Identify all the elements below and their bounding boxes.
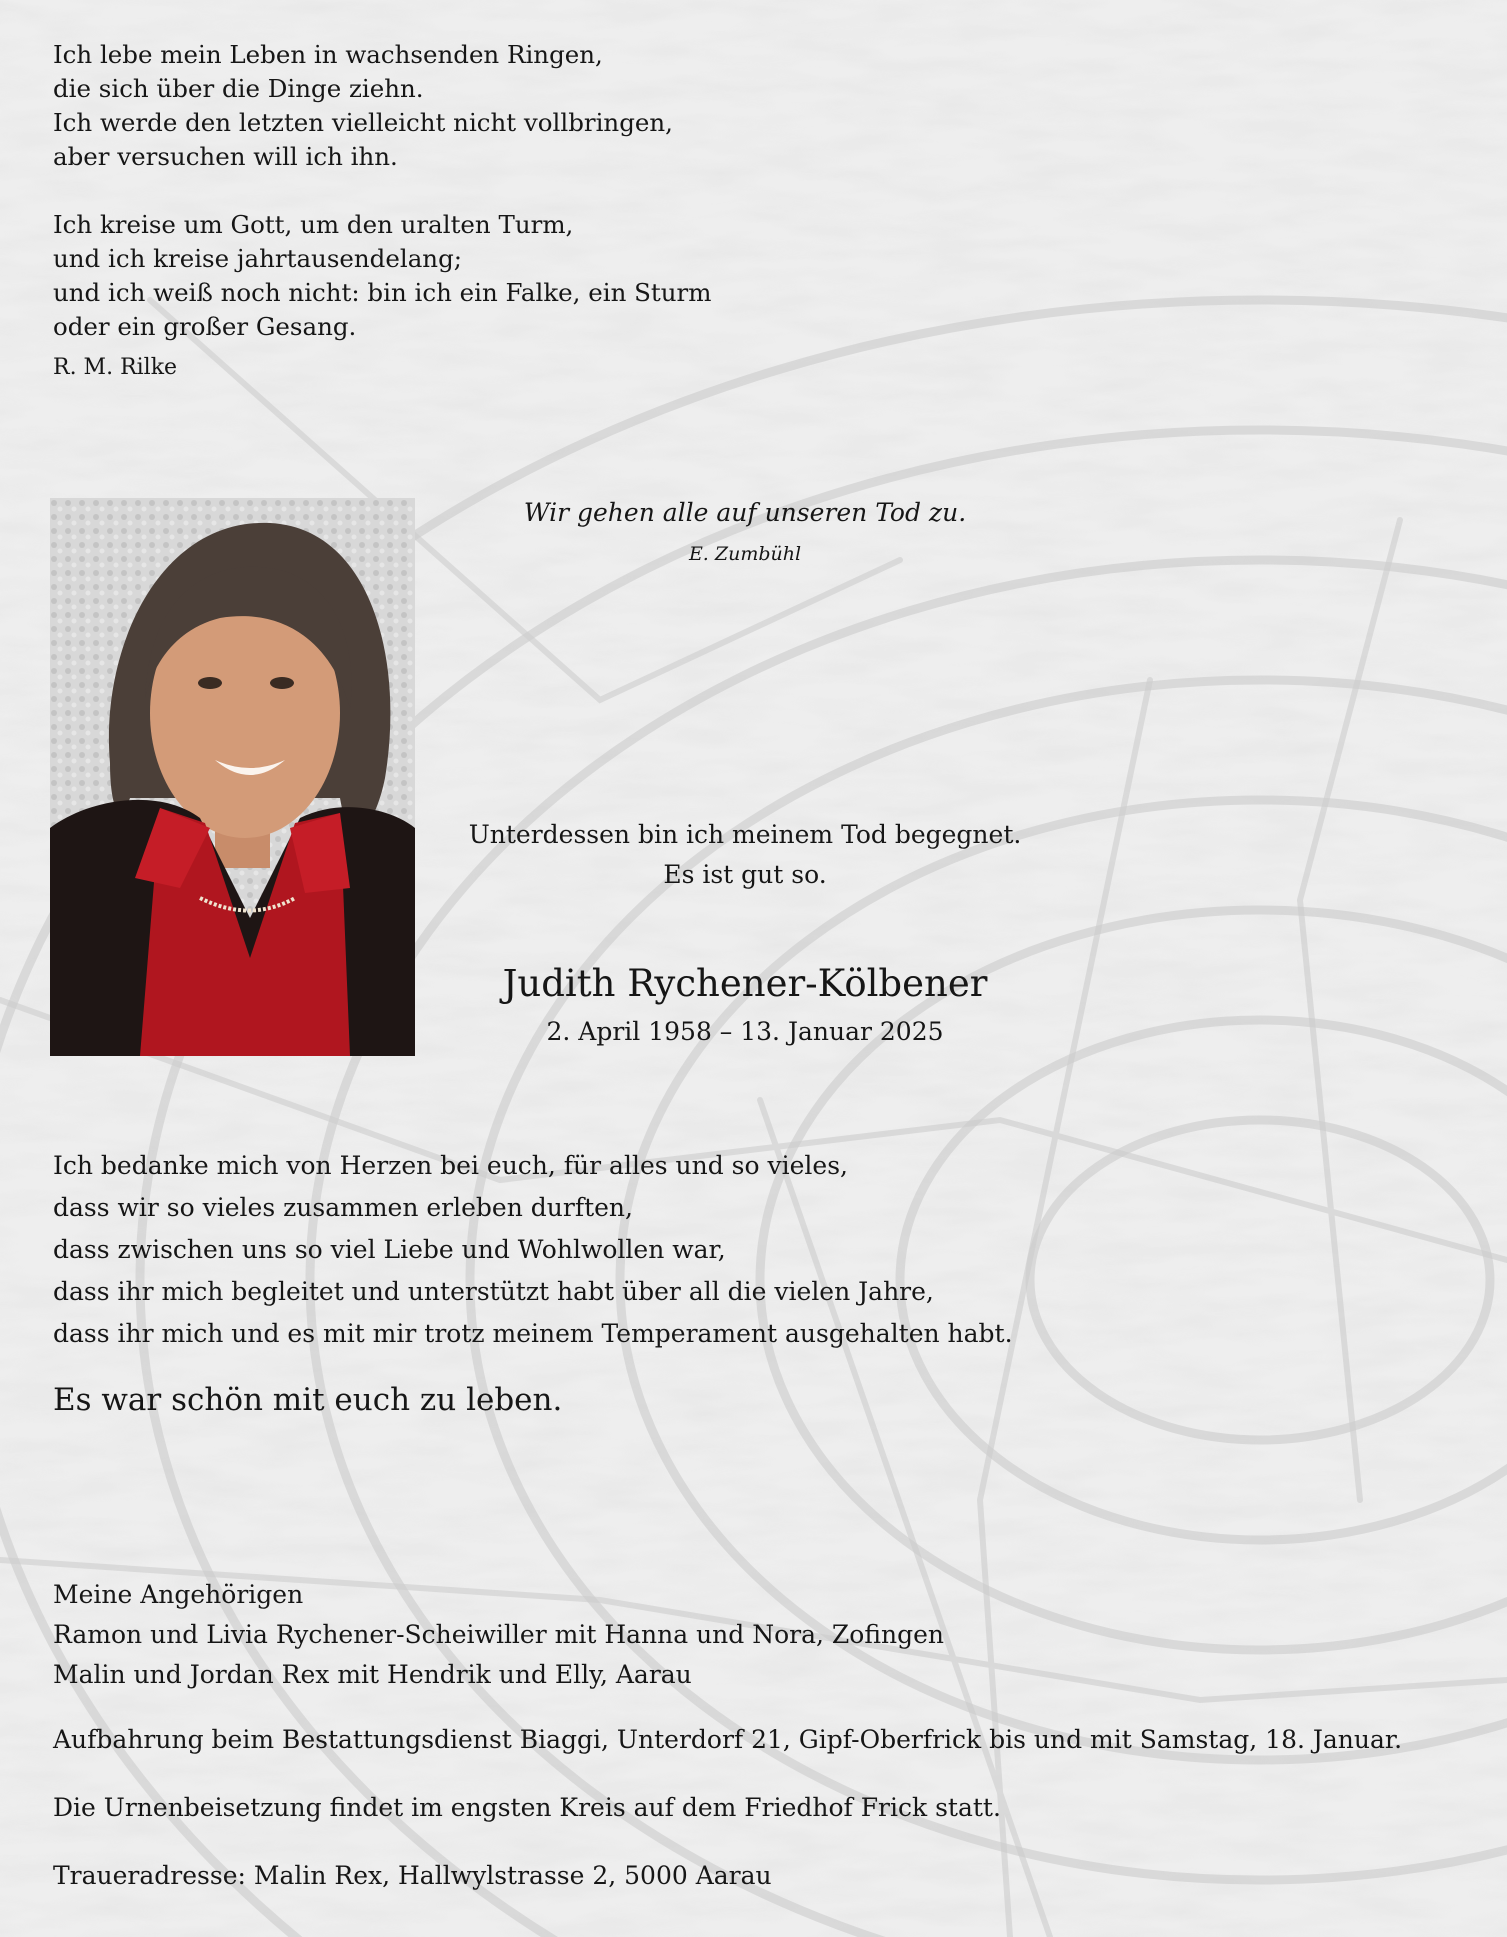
rilke-poem: [53, 38, 712, 378]
poem-line: die sich über die Dinge ziehn.: [53, 74, 424, 103]
epitaph: [435, 815, 1055, 895]
portrait-photo: [50, 498, 415, 1056]
family-member: Malin und Jordan Rex mit Hendrik und Elly, Aarau: [53, 1660, 692, 1689]
life-dates: 2. April 1958 – 13. Januar 2025: [546, 1017, 944, 1046]
poem-stanza-1: [53, 38, 712, 174]
epitaph-line: Es ist gut so.: [663, 860, 827, 889]
poem-line: Ich lebe mein Leben in wachsenden Ringen,: [53, 40, 603, 69]
thanks-line: Ich bedanke mich von Herzen bei euch, für alles und so vieles,: [53, 1151, 848, 1180]
deceased-name: Judith Rychener-Kölbener: [502, 962, 988, 1005]
quote-author: E. Zumbühl: [688, 543, 802, 565]
poem-line: Ich kreise um Gott, um den uralten Turm,: [53, 210, 574, 239]
family-heading: Meine Angehörigen: [53, 1580, 304, 1609]
burial-info: Die Urnenbeisetzung findet im engsten Kreis auf dem Friedhof Frick statt.: [53, 1793, 1001, 1822]
poem-line: aber versuchen will ich ihn.: [53, 142, 398, 171]
family-member: Ramon und Livia Rychener-Scheiwiller mit Hanna und Nora, Zofingen: [53, 1620, 945, 1649]
poem-line: oder ein großer Gesang.: [53, 312, 357, 341]
poem-line: Ich werde den letzten vielleicht nicht vollbringen,: [53, 108, 673, 137]
epitaph-line: Unterdessen bin ich meinem Tod begegnet.: [468, 820, 1022, 849]
poem-stanza-2: [53, 208, 712, 344]
mourning-address: Traueradresse: Malin Rex, Hallwylstrasse 2, 5000 Aarau: [53, 1861, 772, 1890]
family-list: [53, 1575, 944, 1695]
thanks-line: dass ihr mich und es mit mir trotz meinem Temperament ausgehalten habt.: [53, 1319, 1013, 1348]
closing-line: Es war schön mit euch zu leben.: [53, 1382, 563, 1418]
thanks-line: dass wir so vieles zusammen erleben durften,: [53, 1193, 633, 1222]
thanks-paragraph: [53, 1145, 1013, 1355]
portrait-illustration: [50, 498, 415, 1056]
thanks-line: dass zwischen uns so viel Liebe und Wohlwollen war,: [53, 1235, 726, 1264]
zumbuehl-quote: Wir gehen alle auf unseren Tod zu.: [523, 498, 967, 527]
poem-line: und ich kreise jahrtausendelang;: [53, 244, 463, 273]
thanks-line: dass ihr mich begleitet und unterstützt habt über all die vielen Jahre,: [53, 1277, 934, 1306]
viewing-info: Aufbahrung beim Bestattungsdienst Biaggi, Unterdorf 21, Gipf-Oberfrick bis und mit Samstag, 18. Januar.: [53, 1725, 1403, 1754]
poem-line: und ich weiß noch nicht: bin ich ein Falke, ein Sturm: [53, 278, 712, 307]
poem-author: R. M. Rilke: [53, 355, 178, 380]
